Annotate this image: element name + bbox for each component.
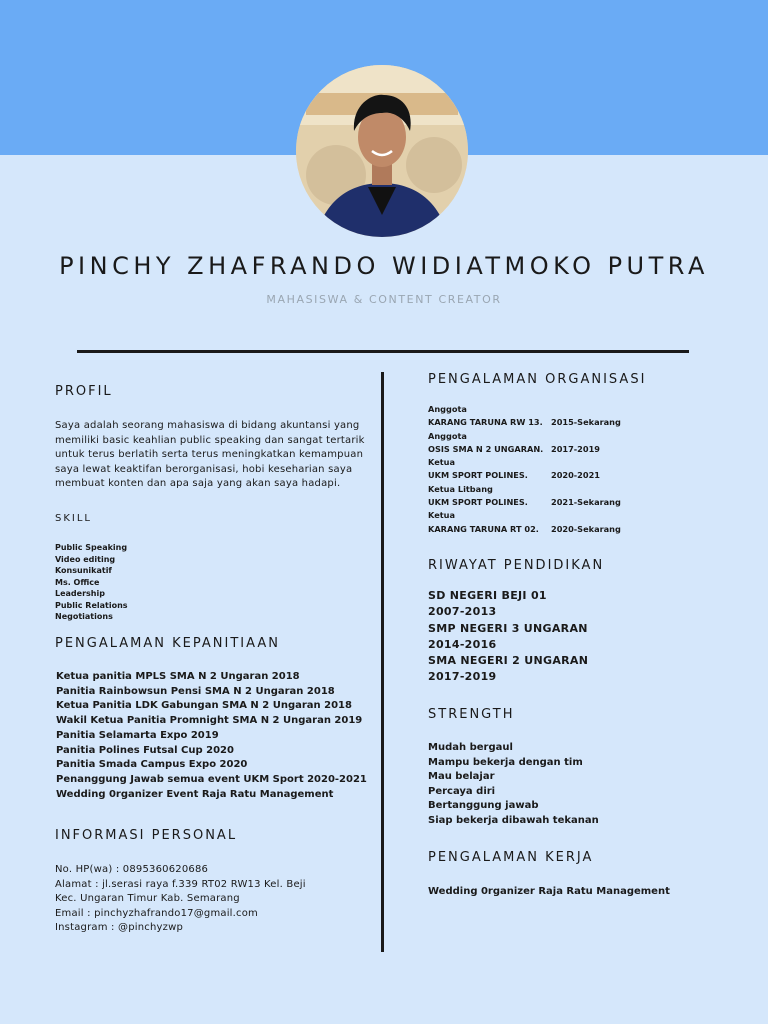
strength-item: Mau belajar — [428, 771, 495, 783]
organisasi-role: Ketua Litbang — [428, 483, 493, 494]
profil-text: Saya adalah seorang mahasiswa di bidang akuntansi yang memiliki basic keahlian public speaking dan sangat tertarik untuk terus berlatih serta terus meningkatkan kemampuan saya lewat keaktifan berorganisasi, hobi keseharian saya membuat konten dan apa saja yang akan saya hadapi. — [55, 420, 365, 490]
organisasi-role: Ketua — [428, 457, 456, 468]
strength-heading: STRENGTH — [428, 707, 515, 722]
organisasi-entry — [428, 524, 621, 537]
informasi-list — [55, 863, 306, 936]
kepanitiaan-item: Ketua Panitia LDK Gabungan SMA N 2 Ungaran 2018 — [56, 700, 352, 712]
organisasi-name: KARANG TARUNA RW 13. — [428, 417, 543, 428]
organisasi-list — [428, 404, 621, 537]
profil-heading: PROFIL — [55, 384, 113, 399]
kepanitiaan-item: Penanggung Jawab semua event UKM Sport 2020-2021 — [56, 773, 367, 785]
kepanitiaan-item: Panitia Rainbowsun Pensi SMA N 2 Ungaran 2018 — [56, 685, 335, 697]
organisasi-years: 2021-Sekarang — [551, 497, 621, 508]
kepanitiaan-item: Panitia Smada Campus Expo 2020 — [56, 759, 248, 771]
school-years: 2014-2016 — [428, 637, 497, 651]
address-text: Alamat : jl.serasi raya f.339 RT02 RW13 Kel. Beji — [55, 878, 306, 890]
school-years: 2007-2013 — [428, 605, 497, 619]
pendidikan-list — [428, 588, 588, 686]
skill-item: Konsunikatif — [55, 566, 112, 575]
organisasi-name: KARANG TARUNA RT 02. — [428, 523, 539, 534]
organisasi-role: Ketua — [428, 510, 456, 521]
column-divider — [381, 372, 384, 952]
skill-item: Public Relations — [55, 600, 128, 610]
kerja-heading: PENGALAMAN KERJA — [428, 850, 594, 865]
organisasi-entry — [428, 497, 621, 510]
school-years: 2017-2019 — [428, 670, 497, 684]
organisasi-years: 2017-2019 — [551, 443, 600, 454]
kepanitiaan-list — [56, 670, 367, 802]
organisasi-years: 2020-Sekarang — [551, 523, 621, 534]
phone-text: No. HP(wa) : 0895360620686 — [55, 864, 209, 875]
skill-item: Ms. Office — [55, 577, 100, 587]
pendidikan-heading: RIWAYAT PENDIDIKAN — [428, 558, 605, 573]
kepanitiaan-item: Ketua panitia MPLS SMA N 2 Ungaran 2018 — [56, 671, 300, 682]
strength-item: Mampu bekerja dengan tim — [428, 756, 583, 768]
skill-list — [55, 542, 128, 623]
person-name: PINCHY ZHAFRANDO WIDIATMOKO PUTRA — [59, 252, 709, 280]
profile-photo-illustration — [296, 65, 468, 237]
organisasi-name: UKM SPORT POLINES. — [428, 497, 528, 508]
instagram-text: Instagram : @pinchyzwp — [55, 922, 183, 934]
kepanitiaan-item: Wakil Ketua Panitia Promnight SMA N 2 Ungaran 2019 — [56, 715, 363, 727]
organisasi-heading: PENGALAMAN ORGANISASI — [428, 372, 647, 387]
organisasi-years: 2015-Sekarang — [551, 417, 621, 428]
kepanitiaan-item: Panitia Selamarta Expo 2019 — [56, 729, 219, 741]
kepanitiaan-item: Wedding 0rganizer Event Raja Ratu Management — [56, 788, 334, 800]
kerja-item: Wedding 0rganizer Raja Ratu Management — [428, 886, 670, 897]
strength-item: Siap bekerja dibawah tekanan — [428, 814, 599, 826]
email-text: Email : pinchyzhafrando17@gmail.com — [55, 907, 259, 919]
kepanitiaan-item: Panitia Polines Futsal Cup 2020 — [56, 744, 234, 756]
skill-heading: SKILL — [55, 513, 92, 524]
informasi-heading: INFORMASI PERSONAL — [55, 828, 238, 843]
skill-item: Video editing — [55, 554, 116, 564]
organisasi-entry — [428, 470, 621, 483]
organisasi-name: OSIS SMA N 2 UNGARAN. — [428, 443, 544, 454]
skill-item: Public Speaking — [55, 543, 128, 552]
school-name: SMA NEGERI 2 UNGARAN — [428, 654, 589, 668]
organisasi-years: 2020-2021 — [551, 470, 600, 481]
strength-item: Mudah bergaul — [428, 742, 513, 753]
kepanitiaan-heading: PENGALAMAN KEPANITIAAN — [55, 636, 280, 651]
skill-item: Negotiations — [55, 612, 113, 621]
header-divider — [77, 350, 689, 353]
profile-photo — [296, 65, 468, 237]
organisasi-entry — [428, 417, 621, 430]
skill-item: Leadership — [55, 589, 105, 598]
organisasi-name: UKM SPORT POLINES. — [428, 470, 528, 481]
organisasi-role: Anggota — [428, 430, 467, 441]
strength-list — [428, 741, 599, 829]
school-name: SMP NEGERI 3 UNGARAN — [428, 621, 588, 635]
organisasi-entry — [428, 444, 621, 457]
organisasi-role: Anggota — [428, 404, 467, 414]
person-title: MAHASISWA & CONTENT CREATOR — [266, 293, 502, 306]
school-name: SD NEGERI BEJI 01 — [428, 589, 547, 602]
strength-item: Bertanggung jawab — [428, 800, 539, 812]
address-text-2: Kec. Ungaran Timur Kab. Semarang — [55, 893, 240, 905]
strength-item: Percaya diri — [428, 785, 496, 797]
